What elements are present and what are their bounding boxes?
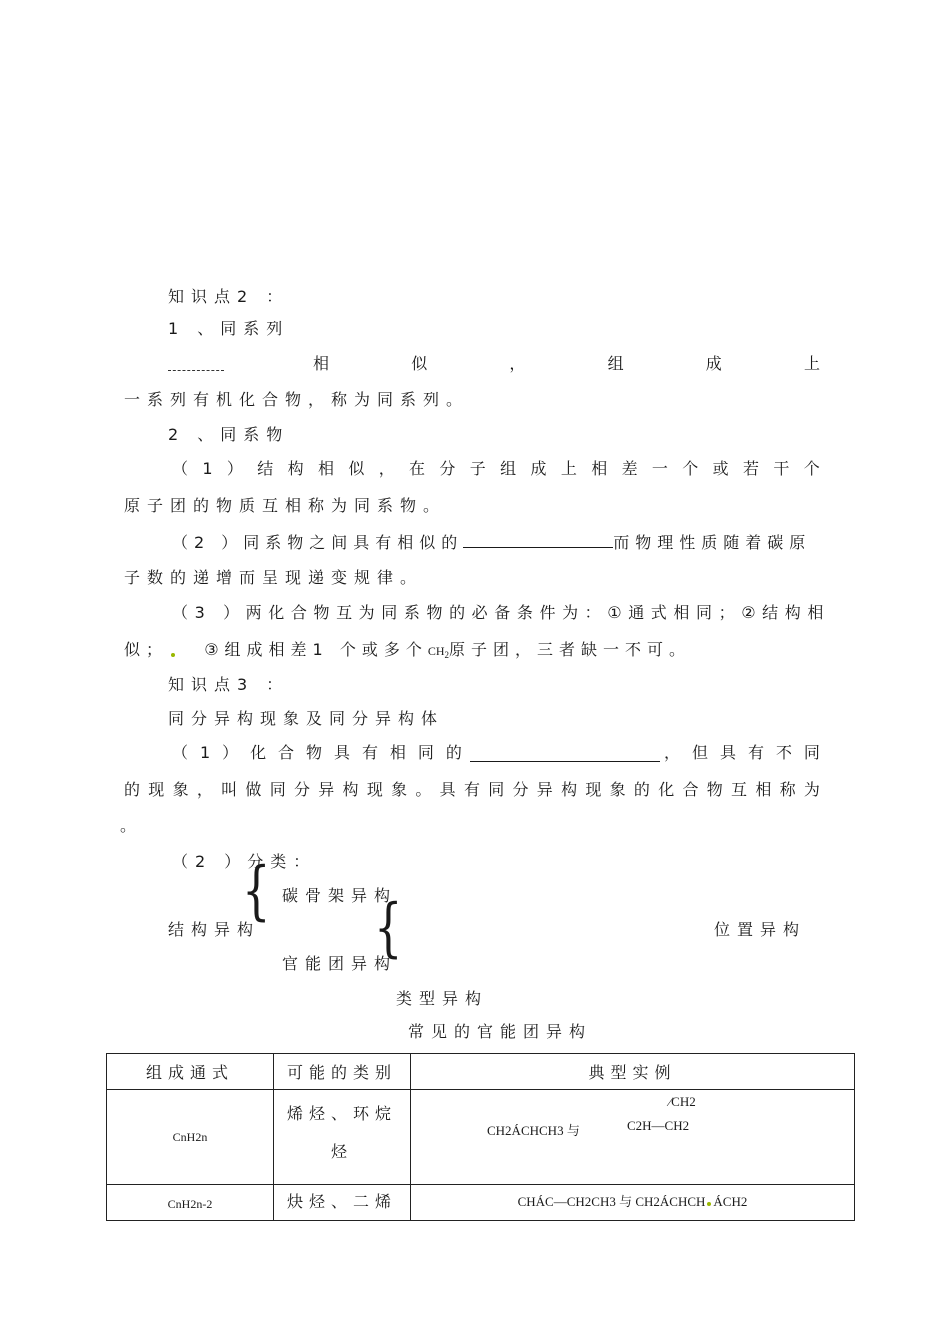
kp2-section1-title: 1 、同系列 <box>168 319 290 338</box>
tree-branch1: 碳骨架异构 <box>282 886 398 905</box>
char: 构 <box>561 780 578 799</box>
char: 化 <box>658 780 675 799</box>
ch2-formula: $CH_2$ <box>427 644 449 660</box>
char: ） <box>222 743 239 762</box>
word: ， <box>509 354 526 373</box>
char: ） <box>226 459 243 478</box>
word: 组 <box>607 354 624 373</box>
word: 成 <box>705 354 722 373</box>
char: 有 <box>747 743 764 762</box>
char: 个 <box>803 459 820 478</box>
char: 不 <box>775 743 792 762</box>
char: 相 <box>755 780 772 799</box>
fill-blank <box>168 354 224 371</box>
char: 的 <box>445 743 462 762</box>
char: 做 <box>245 780 262 799</box>
char: 似 <box>348 459 365 478</box>
char: 分 <box>512 780 529 799</box>
kp2-p2-line1 <box>172 531 811 553</box>
fill-blank <box>470 745 660 762</box>
char: 具 <box>333 743 350 762</box>
char: 1 <box>202 459 213 478</box>
char: 的 <box>124 780 141 799</box>
formula: CnH2n-2 <box>167 1197 213 1211</box>
char: 同 <box>417 743 434 762</box>
char: 或 <box>712 459 729 478</box>
table-row <box>107 1185 855 1221</box>
char: 现 <box>366 780 383 799</box>
char: 现 <box>585 780 602 799</box>
char: 互 <box>731 780 748 799</box>
tree-root: 结构异构 <box>168 920 261 939</box>
char: 的 <box>633 780 650 799</box>
char: 1 <box>199 743 211 762</box>
char: 有 <box>463 780 480 799</box>
table-header: 可能的类别 <box>274 1054 411 1090</box>
kp3-title: 同分异构现象及同分异构体 <box>168 709 445 728</box>
char: 构 <box>287 459 304 478</box>
char: 现 <box>148 780 165 799</box>
char: 物 <box>706 780 723 799</box>
kp2-section2-title: 2 、同系物 <box>168 425 290 444</box>
tree-sub1: 位置异构 <box>714 920 807 939</box>
category-cell: 炔烃、二烯 <box>274 1185 411 1221</box>
char: 象 <box>172 780 189 799</box>
table-caption: 常见的官能团异构 <box>408 1022 593 1041</box>
example-cell <box>411 1185 855 1221</box>
table-row <box>107 1090 855 1185</box>
char: 具 <box>439 780 456 799</box>
char: 相 <box>317 459 334 478</box>
word: 上 <box>803 354 820 373</box>
char: 为 <box>803 780 820 799</box>
table-header-row <box>107 1054 855 1090</box>
tree-branch2: 官能团异构 <box>282 954 398 973</box>
char: 相 <box>591 459 608 478</box>
char: 分 <box>293 780 310 799</box>
char: 有 <box>361 743 378 762</box>
char: 构 <box>342 780 359 799</box>
kp3-classify: （2 ）分类： <box>172 852 317 871</box>
char: 子 <box>469 459 486 478</box>
category-line: 烯烃、环烷 <box>286 1104 397 1123</box>
example-part: CH2ÁCHCH3 与 <box>487 1123 580 1138</box>
char: 物 <box>306 743 323 762</box>
kp2-p2-line2: 子数的递增而呈现递变规律。 <box>124 568 424 587</box>
char: 叫 <box>221 780 238 799</box>
char: 成 <box>530 459 547 478</box>
highlight-dot <box>171 653 175 657</box>
formula-cell <box>107 1185 274 1221</box>
p2-text-a: （2 ）同系物之间具有相似的 <box>172 533 464 552</box>
char: （ <box>172 459 189 478</box>
char: 结 <box>257 459 274 478</box>
word: 相 <box>313 354 330 373</box>
char: 异 <box>318 780 335 799</box>
char: 称 <box>779 780 796 799</box>
category-line: 烃 <box>330 1142 353 1161</box>
kp3-p1-line3: 。 <box>120 816 144 835</box>
kp3-p1-line2 <box>124 780 820 800</box>
highlight-dot <box>707 1202 711 1206</box>
kp2-section1-line1 <box>168 354 820 374</box>
kp2-p1-line2: 原子团的物质互相称为同系物。 <box>124 496 447 515</box>
char: ， <box>378 459 395 478</box>
kp3-p1-line1 <box>172 743 820 763</box>
kp3-heading: 知识点3 ： <box>168 675 290 694</box>
example-part: C2H—CH2 <box>627 1118 690 1133</box>
kp3-p1-line1-a <box>172 743 462 763</box>
char: 相 <box>389 743 406 762</box>
category-cell <box>274 1090 411 1185</box>
table-header: 组成通式 <box>107 1054 274 1090</box>
char: ， <box>196 780 213 799</box>
p3-text-c: 原子团，三者缺一不可。 <box>449 640 692 659</box>
char: 合 <box>278 743 295 762</box>
char: 一 <box>651 459 668 478</box>
left-brace: { <box>374 891 403 965</box>
fill-blank <box>463 531 613 548</box>
char: 合 <box>682 780 699 799</box>
kp2-section1-justified <box>313 354 820 374</box>
formula-cell <box>107 1090 274 1185</box>
kp2-p3-line2 <box>124 640 691 665</box>
char: 干 <box>773 459 790 478</box>
left-brace: { <box>242 854 271 928</box>
kp2-p1-line1 <box>172 459 820 479</box>
kp2-p3-line1: （3 ）两化合物互为同系物的必备条件为：①通式相同；②结构相 <box>172 603 830 622</box>
char: 异 <box>536 780 553 799</box>
char: 具 <box>719 743 736 762</box>
example-part: ∕CH2 <box>669 1094 696 1109</box>
char: 同 <box>269 780 286 799</box>
p3-text-a: 似； <box>124 640 169 659</box>
char: 分 <box>439 459 456 478</box>
char: 差 <box>621 459 638 478</box>
char: 。 <box>415 780 432 799</box>
char: 若 <box>743 459 760 478</box>
table-header: 典型实例 <box>411 1054 855 1090</box>
char: 在 <box>409 459 426 478</box>
char: 象 <box>609 780 626 799</box>
char: 个 <box>682 459 699 478</box>
kp2-heading: 知识点2 ： <box>168 287 290 306</box>
formula: CnH2n <box>172 1130 208 1144</box>
char: 化 <box>250 743 267 762</box>
p3-text-b: ③组成相差1 个或多个 <box>204 640 428 659</box>
char: 但 <box>691 743 708 762</box>
char: 同 <box>803 743 820 762</box>
kp2-section1-line2: 一系列有机化合物，称为同系列。 <box>124 390 470 409</box>
functional-isomer-table <box>106 1053 855 1221</box>
p2-text-b: 而物理性质随着碳原 <box>613 533 812 552</box>
kp3-p1-line1-b <box>664 743 820 763</box>
char: ， <box>664 743 681 762</box>
tree-sub2: 类型异构 <box>396 989 489 1008</box>
example-part: ÁCH2 <box>713 1194 748 1209</box>
char: 象 <box>391 780 408 799</box>
char: （ <box>172 743 189 762</box>
char: 同 <box>488 780 505 799</box>
char: 上 <box>560 459 577 478</box>
word: 似 <box>411 354 428 373</box>
char: 组 <box>500 459 517 478</box>
example-cell <box>411 1090 855 1185</box>
example-part: CHÁC—CH2CH3 与 CH2ÁCHCH <box>517 1194 706 1209</box>
